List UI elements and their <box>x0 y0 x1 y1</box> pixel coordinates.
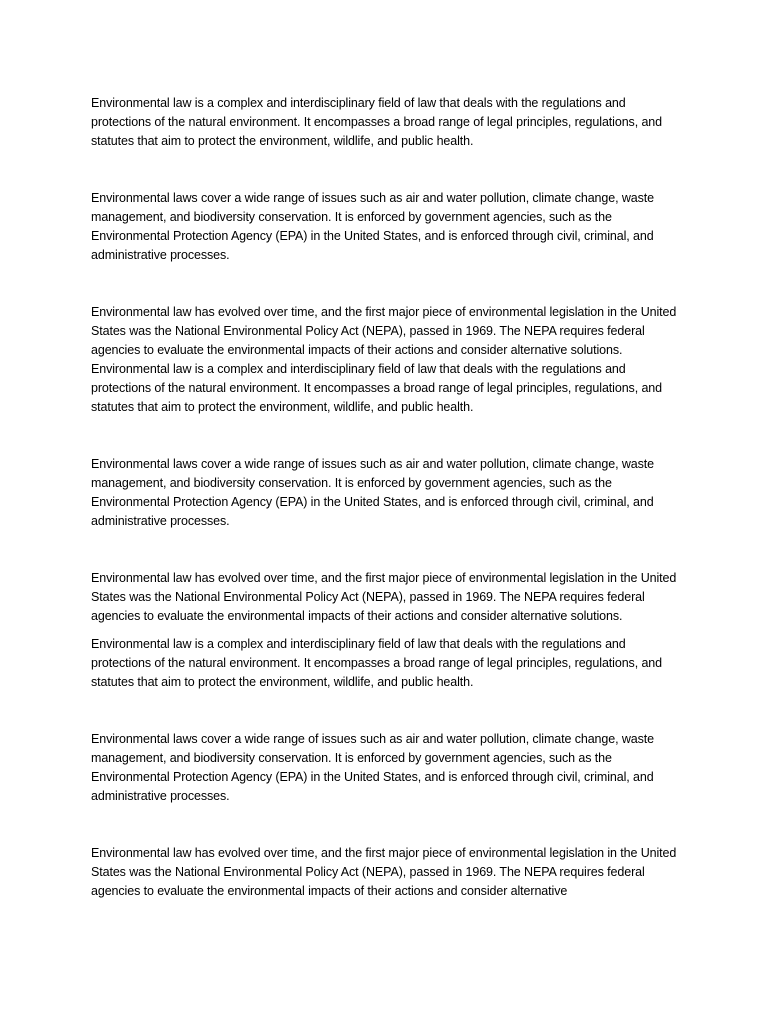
paragraph-7: Environmental laws cover a wide range of issues such as air and water pollution, climate change, waste management, and biodiversity conservation. It is enforced by government agencies, such as the Environmental Protection Agency (EPA) in the United States, and is enforced through civil, criminal, and administrative processes. <box>91 732 655 803</box>
paragraph-1: Environmental law is a complex and interdisciplinary field of law that deals with the regulations and protections of the natural environment. It encompasses a broad range of legal principles, regulations, and statutes that aim to protect the environment, wildlife, and public health. <box>91 96 662 148</box>
document-page <box>91 94 681 901</box>
paragraph-4: Environmental laws cover a wide range of issues such as air and water pollution, climate change, waste management, and biodiversity conservation. It is enforced by government agencies, such as the Environmental Protection Agency (EPA) in the United States, and is enforced through civil, criminal, and administrative processes. <box>91 457 655 528</box>
paragraph-6: Environmental law is a complex and interdisciplinary field of law that deals with the regulations and protections of the natural environment. It encompasses a broad range of legal principles, regulations, and statutes that aim to protect the environment, wildlife, and public health. <box>91 637 662 689</box>
paragraph-5: Environmental law has evolved over time, and the first major piece of environmental legislation in the United States was the National Environmental Policy Act (NEPA), passed in 1969. The NEPA requires federal agencies to evaluate the environmental impacts of their actions and consider alternative solutions. <box>91 571 677 623</box>
paragraph-2: Environmental laws cover a wide range of issues such as air and water pollution, climate change, waste management, and biodiversity conservation. It is enforced by government agencies, such as the Environmental Protection Agency (EPA) in the United States, and is enforced through civil, criminal, and administrative processes. <box>91 191 655 262</box>
paragraph-3: Environmental law has evolved over time, and the first major piece of environmental legislation in the United States was the National Environmental Policy Act (NEPA), passed in 1969. The NEPA requires federal agencies to evaluate the environmental impacts of their actions and consider alternative solutions. Environmental law is a complex and interdisciplinary field of law that deals with the regulations and protections of the natural environment. It encompasses a broad range of legal principles, regulations, and statutes that aim to protect the environment, wildlife, and public health. <box>91 305 677 414</box>
paragraph-8: Environmental law has evolved over time, and the first major piece of environmental legislation in the United States was the National Environmental Policy Act (NEPA), passed in 1969. The NEPA requires federal agencies to evaluate the environmental impacts of their actions and consider alternative <box>91 846 677 898</box>
